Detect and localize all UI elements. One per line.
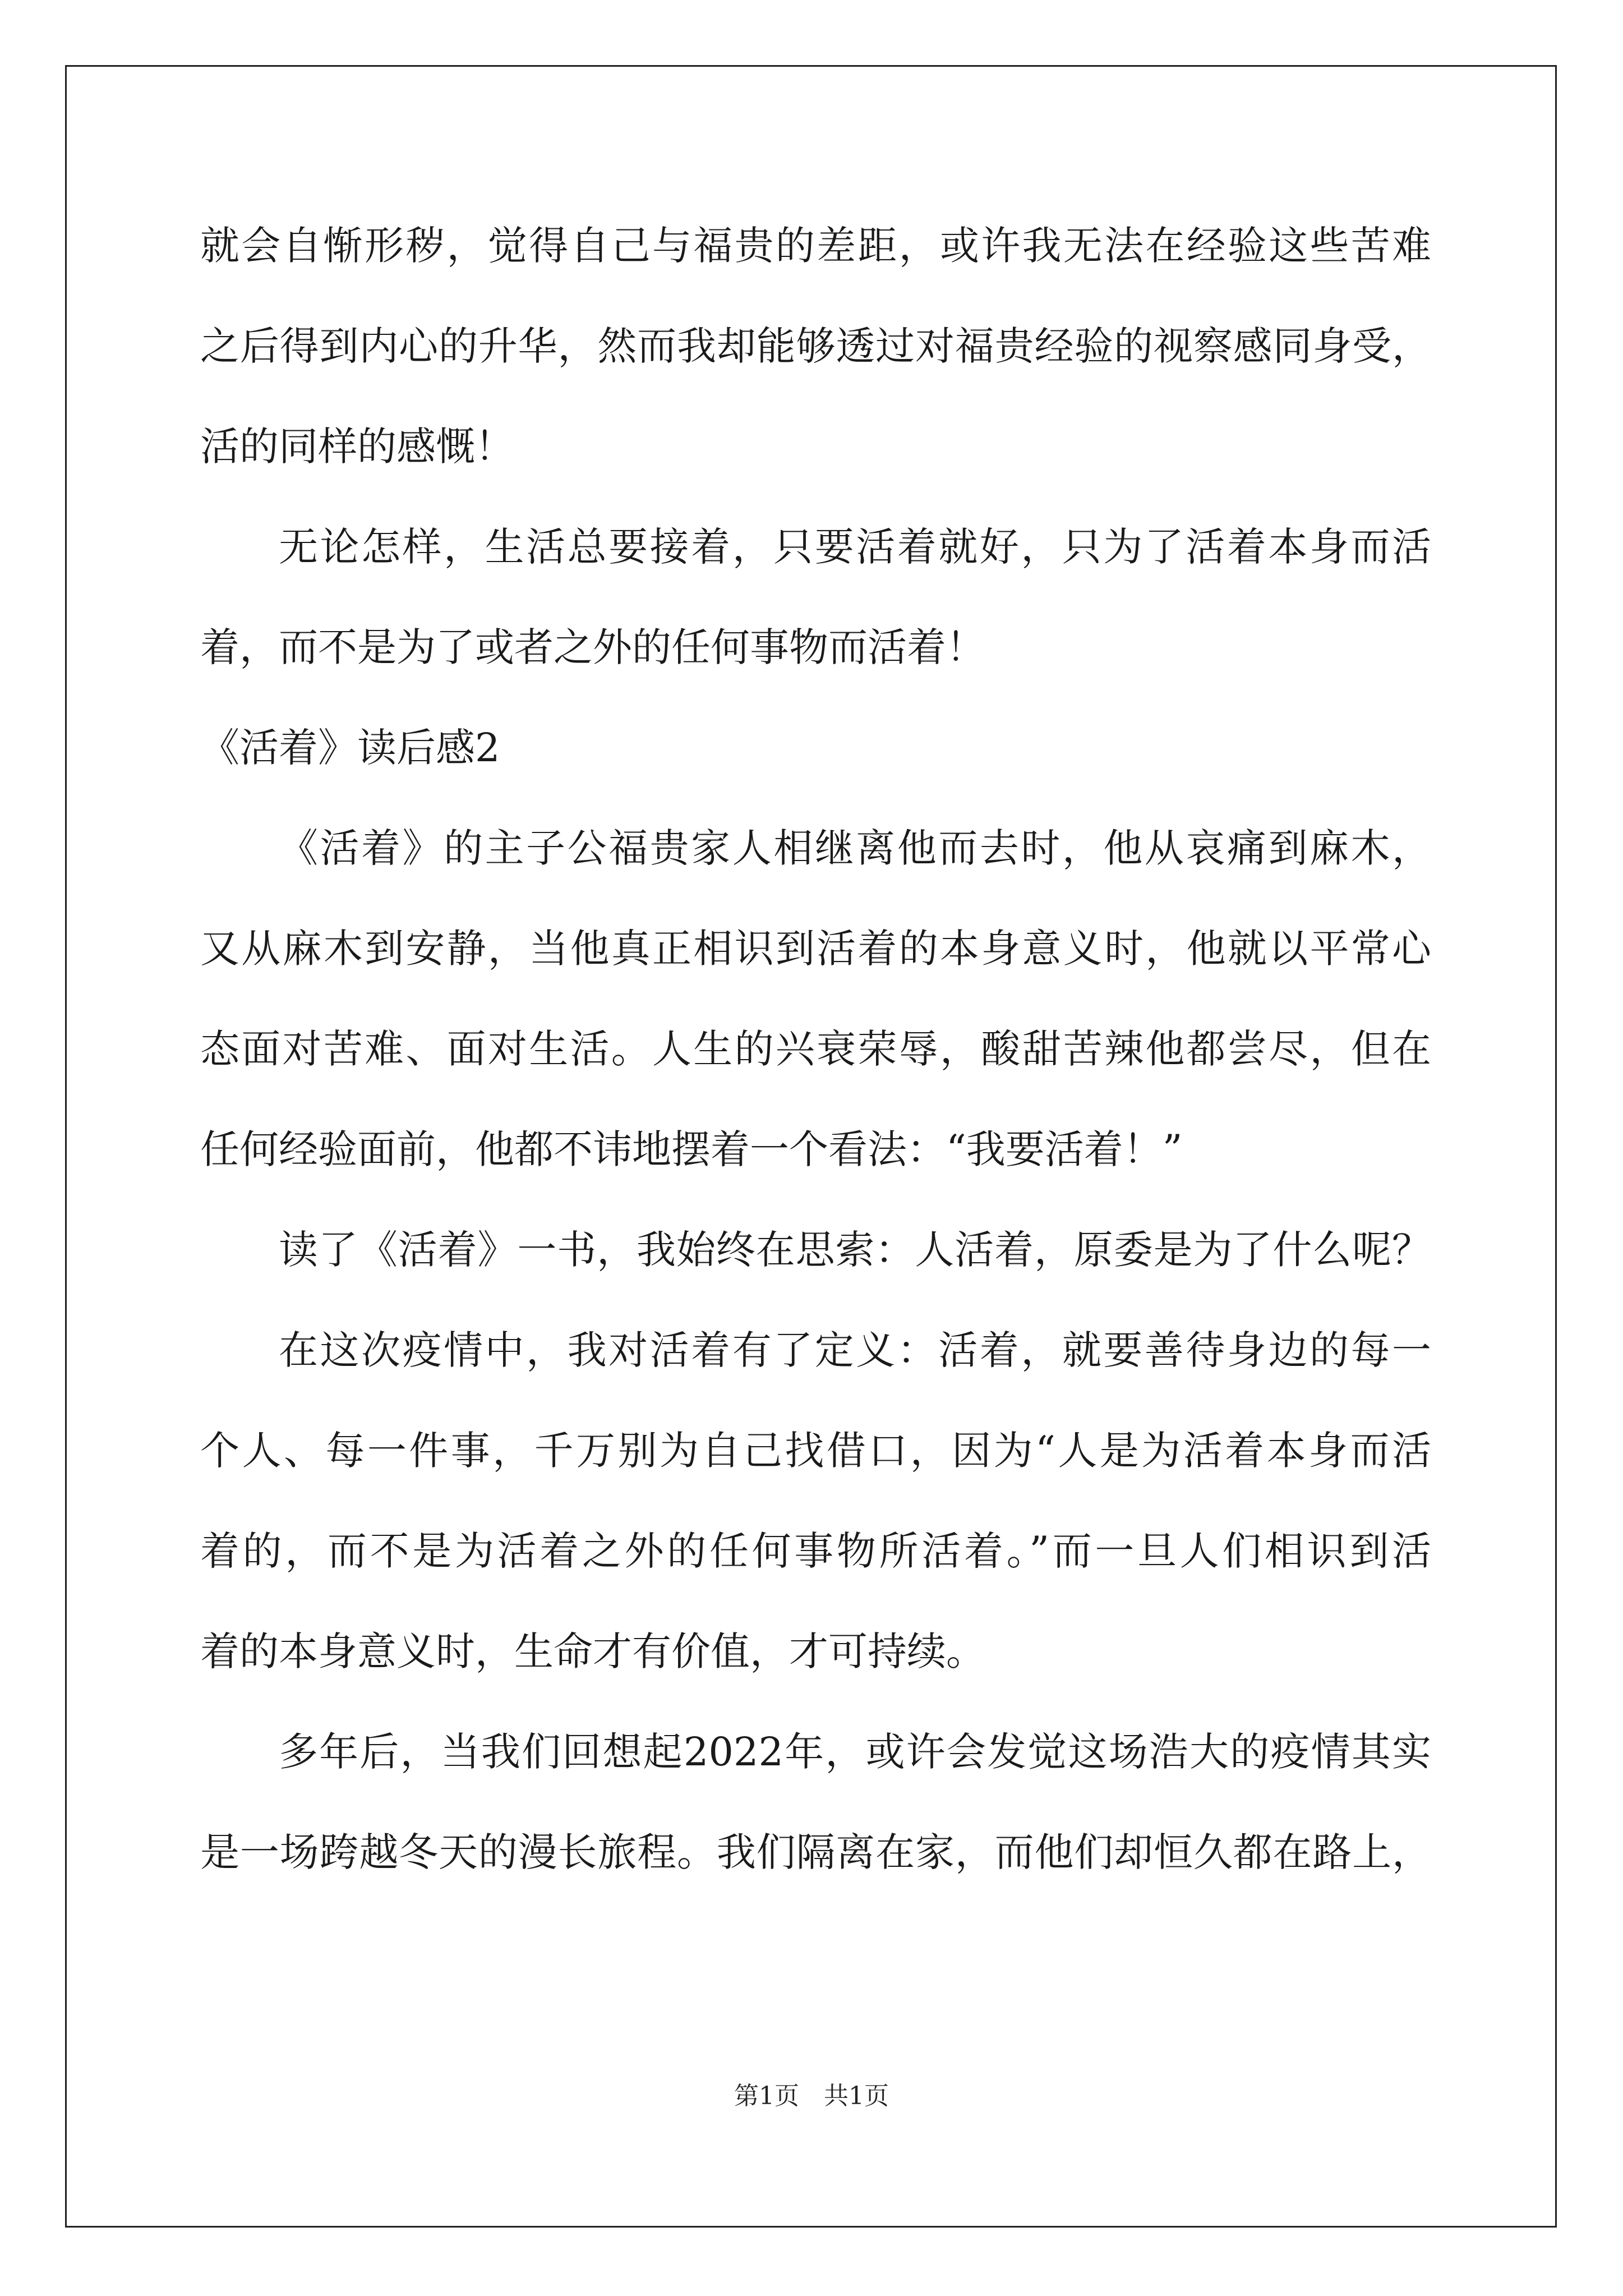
page-footer: 第1页 共1页: [734, 2082, 889, 2110]
text-line: 又从麻木到安静，当他真正相识到活着的本身意义时，他就以平常心: [200, 926, 1431, 972]
text-line: 任何经验面前，他都不讳地摆着一个看法：“我要活着！”: [200, 1126, 1183, 1172]
text-line: 着的，而不是为活着之外的任何事物所活着。”而一旦人们相识到活: [200, 1528, 1431, 1574]
section-heading: 《活着》读后感2: [200, 725, 500, 771]
text-line: 就会自惭形秽，觉得自己与福贵的差距，或许我无法在经验这些苦难: [200, 223, 1431, 269]
text-line: 个人、每一件事，千万别为自己找借口，因为“人是为活着本身而活: [200, 1428, 1431, 1474]
text-line: 多年后，当我们回想起2022年，或许会发觉这场浩大的疫情其实: [279, 1729, 1431, 1775]
text-line: 之后得到内心的升华，然而我却能够透过对福贵经验的视察感同身受，: [200, 323, 1431, 369]
text-line: 着，而不是为了或者之外的任何事物而活着！: [200, 624, 985, 670]
text-line: 活的同样的感慨！: [200, 424, 514, 470]
text-line: 无论怎样，生活总要接着，只要活着就好，只为了活着本身而活: [279, 524, 1431, 570]
document-body: [200, 219, 1431, 1926]
text-line: 读了《活着》一书，我始终在思索：人活着，原委是为了什么呢？: [279, 1227, 1431, 1273]
text-line: 着的本身意义时，生命才有价值，才可持续。: [200, 1628, 985, 1674]
text-line: 在这次疫情中，我对活着有了定义：活着，就要善待身边的每一: [279, 1327, 1431, 1373]
text-line: 态面对苦难、面对生活。人生的兴衰荣辱，酸甜苦辣他都尝尽，但在: [200, 1026, 1431, 1072]
text-line: 《活着》的主子公福贵家人相继离他而去时，他从哀痛到麻木，: [279, 825, 1431, 871]
text-line: 是一场跨越冬天的漫长旅程。我们隔离在家，而他们却恒久都在路上，: [200, 1829, 1431, 1875]
